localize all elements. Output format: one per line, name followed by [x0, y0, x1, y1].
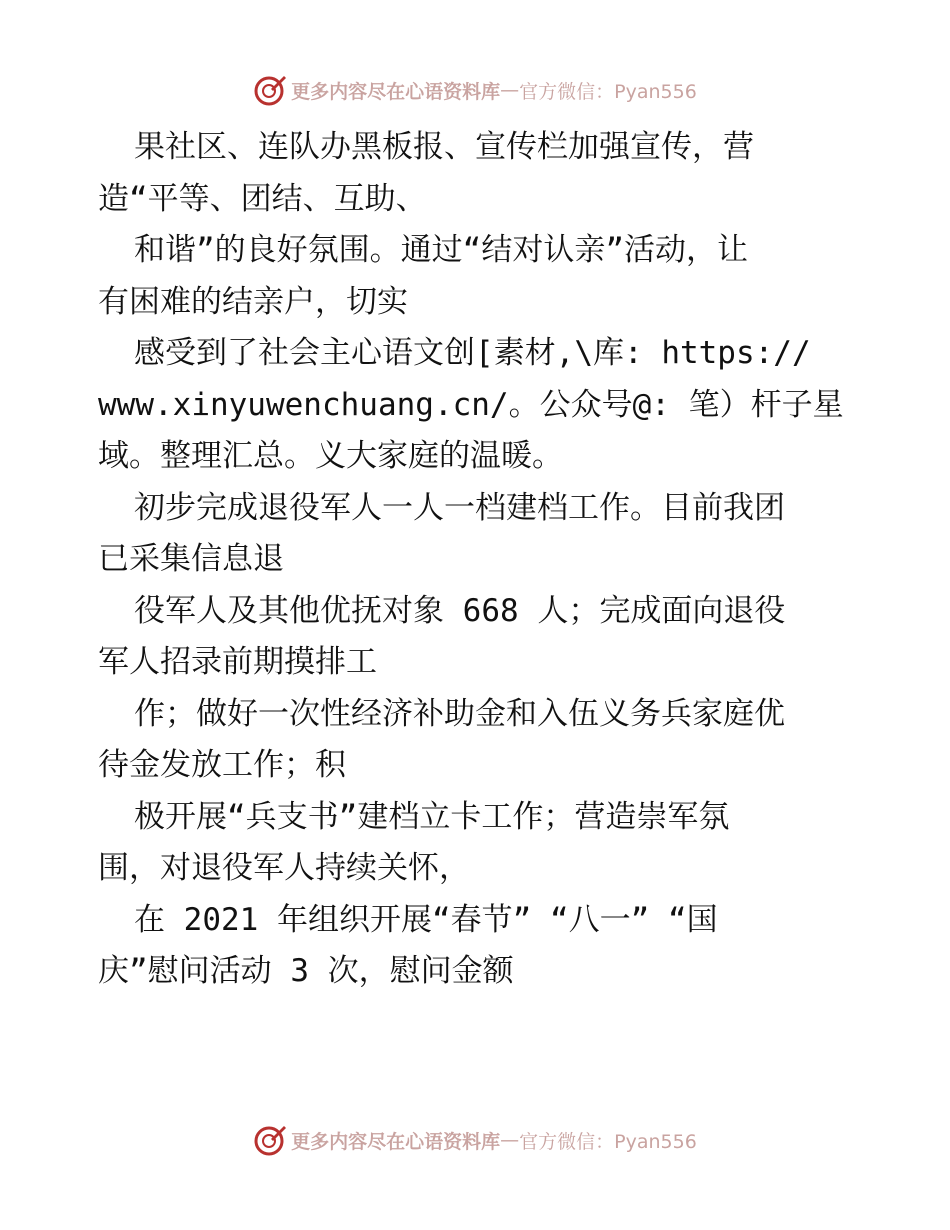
footer-banner — [0, 1120, 950, 1160]
paragraph-line: 果社区、连队办黑板报、宣传栏加强宣传，营 — [134, 129, 754, 165]
paragraph-line: 作；做好一次性经济补助金和入伍义务兵家庭优 — [134, 695, 785, 732]
banner-separator: — — [500, 79, 520, 101]
banner-separator: — — [500, 1129, 520, 1151]
paragraph-line: 军人招录前期摸排工 — [98, 644, 377, 680]
paragraph-line: 感受到了社会主心语文创[素材,\库: https:// — [134, 335, 811, 371]
banner-brand-text: 更多内容尽在心语资料库 — [291, 1130, 501, 1153]
banner-wechat-text: 官方微信：Pyan556 — [519, 1130, 697, 1153]
banner-brand-text: 更多内容尽在心语资料库 — [291, 80, 501, 103]
paragraph-line: 初步完成退役军人一人一档建档工作。目前我团 — [134, 489, 785, 526]
paragraph-line: 围，对退役军人持续关怀， — [98, 850, 470, 886]
brand-logo-icon — [253, 1123, 287, 1157]
brand-logo-icon — [253, 73, 287, 107]
document-body — [98, 122, 858, 998]
paragraph-line: 极开展“兵支书”建档立卡工作；营造崇军氛 — [134, 798, 730, 835]
paragraph-line: 域。整理汇总。义大家庭的温暖。 — [98, 438, 563, 474]
paragraph-line: 庆”慰问活动 3 次，慰问金额 — [98, 953, 514, 989]
paragraph-line: 有困难的结亲户，切实 — [98, 283, 408, 320]
banner-wechat-text: 官方微信：Pyan556 — [519, 80, 697, 103]
paragraph-line: 役军人及其他优抚对象 668 人；完成面向退役 — [134, 592, 786, 629]
paragraph-line: 已采集信息退 — [98, 541, 284, 577]
paragraph-line: 在 2021 年组织开展“春节” “八一” “国 — [134, 901, 718, 938]
paragraph-line: www.xinyuwenchuang.cn/。公众号@: 笔）杆子星 — [98, 386, 844, 423]
paragraph-line: 和谐”的良好氛围。通过“结对认亲”活动，让 — [134, 232, 748, 268]
header-banner — [0, 70, 950, 110]
paragraph-line: 造“平等、团结、互助、 — [98, 180, 427, 217]
paragraph-line: 待金发放工作；积 — [98, 747, 346, 783]
